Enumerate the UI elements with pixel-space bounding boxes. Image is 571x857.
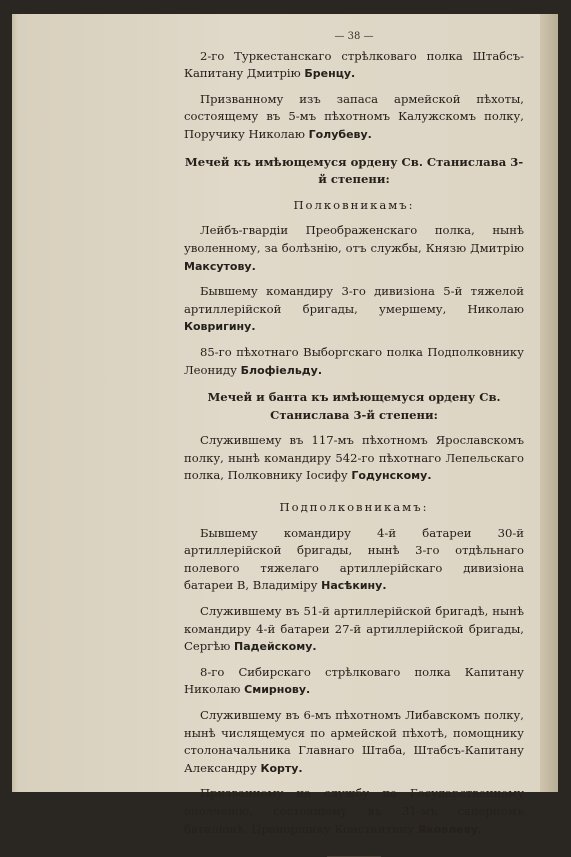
paragraph-text: Призванному изъ запаса армейской пѣхоты, состоящему въ 5-мъ пѣхотномъ Калужскомъ полку, Поручику Николаю: [184, 91, 524, 141]
paragraph-text: Лейбъ-гвардіи Преображенскаго полка, нынѣ уволенному, за болѣзнію, отъ службы, Князю Дмитрію: [184, 223, 524, 255]
section-subheading-colonels: Полковникамъ:: [293, 197, 415, 212]
person-name: Корту.: [260, 761, 303, 775]
paragraph-5: [184, 344, 524, 379]
paragraph-3: [184, 222, 524, 275]
page-right-edge: [540, 14, 558, 792]
paragraph-text: 85-го пѣхотнаго Выборгскаго полка Подполковнику Леониду: [184, 344, 524, 377]
paragraph-11: [184, 785, 524, 838]
page-number: — 38 —: [334, 31, 374, 42]
paragraph-text: Служившему въ 117-мъ пѣхотномъ Ярославскомъ полку, нынѣ командиру 542-го пѣхотнаго Лепельскаго полка, Полковнику Іосифу: [184, 433, 524, 483]
paragraph-text: 8-го Сибирскаго стрѣлковаго полка Капитану Николаю: [184, 664, 524, 697]
section-heading-2: Мечей и банта къ имѣющемуся ордену Св. Станислава 3-й степени:: [207, 390, 501, 422]
paragraph-text: 2-го Туркестанскаго стрѣлковаго полка Штабсъ-Капитану Дмитрію: [184, 48, 524, 81]
person-name: Смирнову.: [244, 683, 311, 697]
paragraph-4: [184, 283, 524, 336]
person-name: Максутову.: [184, 259, 256, 273]
section-heading-1: Мечей къ имѣющемуся ордену Св. Станислава 3-й степени:: [184, 154, 524, 187]
paragraph-2: [184, 91, 524, 144]
page-left-edge: [12, 14, 18, 792]
section-subheading-lt-colonels: Подполковникамъ:: [279, 500, 429, 515]
person-name: Падейскому.: [234, 640, 317, 654]
person-name: Блофіельду.: [240, 363, 323, 377]
person-name: Насѣкину.: [321, 579, 387, 593]
person-name: Яковлеву.: [417, 822, 483, 836]
person-name: Бренцу.: [304, 67, 356, 81]
paragraph-10: [184, 707, 524, 777]
paragraph-1: [184, 48, 524, 83]
page-content: [184, 28, 524, 836]
paragraph-9: [184, 664, 524, 699]
person-name: Ковригину.: [184, 320, 256, 334]
paragraph-8: [184, 603, 524, 656]
paragraph-6: [184, 432, 524, 485]
paragraph-text: Служившему въ 6-мъ пѣхотномъ Либавскомъ полку, нынѣ числящемуся по армейской пѣхотѣ, помощнику столоначальника Главнаго Штаба, Штабсъ-Капитану Александру: [184, 708, 524, 775]
person-name: Годунскому.: [351, 469, 432, 483]
paragraph-text: Бывшему командиру 3-го дивизіона 5-й тяжелой артиллерійской бригады, умершему, Николаю: [184, 284, 524, 316]
document-page: [12, 14, 558, 836]
paragraph-text: Служившему въ 51-й артиллерійской бригадѣ, нынѣ командиру 4-й батареи 27-й артиллерійской бригады, Сергѣю: [184, 604, 524, 654]
paragraph-text: Призванному на службу по Государственному ополченію, состоящему въ 31-мъ саперномъ баталіонѣ, Прапорщику Константину: [184, 786, 524, 836]
paragraph-7: [184, 525, 524, 595]
person-name: Голубеву.: [308, 127, 372, 141]
paragraph-text: Бывшему командиру 4-й батареи 30-й артиллерійской бригады, нынѣ 3-го отдѣльнаго полевого тяжелаго артиллерійскаго дивизіона батареи В, Владиміру: [184, 525, 524, 593]
